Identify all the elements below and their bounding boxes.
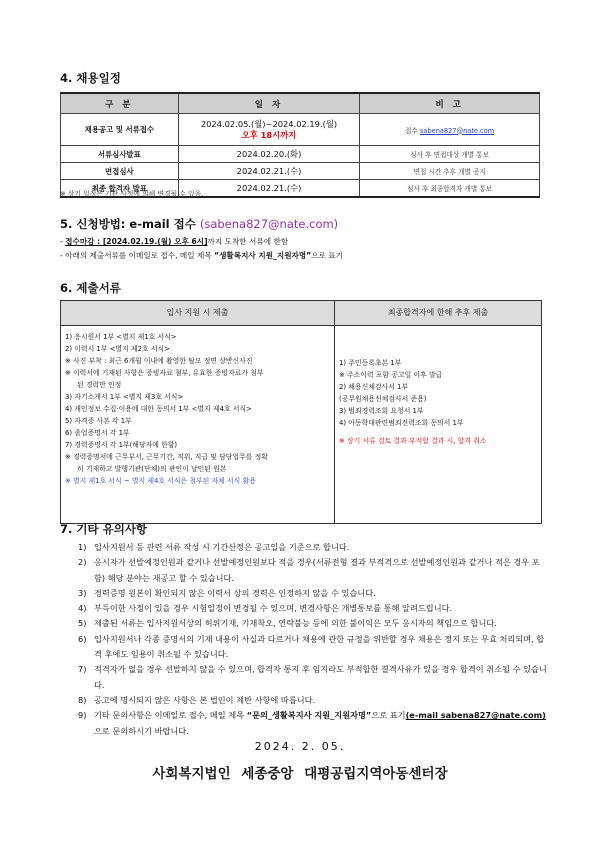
list-item: 7) 경력증명서 각 1부(해당자에 한함) [65, 441, 178, 449]
list-item: ※ 이력서에 기재된 사항은 증빙자료 첨부, 유효한 증빙자료가 첨부 [65, 369, 264, 377]
list-item: ※ 주소이력 포함 공고일 이후 발급 [339, 371, 443, 379]
item9-subject: “문의_생활복지사 지원_지원자명” [246, 710, 372, 721]
list-item-number: 7) [78, 664, 87, 675]
list-item: 3) 자기소개서 1부 <별지 제3호 서식> [65, 393, 184, 401]
schedule-header-note: 비 고 [360, 93, 540, 114]
list-item-text: 제출된 서류는 입사지원서상의 허위기재, 기재착오, 연락불능 등에 의한 불이익은 모두 응시자의 책임으로 합니다. [94, 618, 497, 629]
schedule-row [61, 114, 540, 146]
list-item: 1) 주민등록초본 1부 [339, 359, 402, 367]
schedule-row-note: 면접 시간 추후 개별 공지 [360, 163, 540, 180]
list-item [78, 708, 548, 739]
application-line1-suffix: 까지 도착한 서류에 한함 [207, 237, 289, 246]
application-subject-line [60, 250, 343, 261]
list-item: 3) 범죄경력조회 요청서 1부 [339, 407, 424, 415]
schedule-email-link[interactable]: sabena827@nate.com [419, 126, 495, 135]
schedule-row [61, 146, 540, 163]
list-item-number: 4) [78, 603, 87, 614]
schedule-row-date: 2024.02.20.(화) [178, 146, 360, 163]
list-item: 1) 응시원서 1부 <별지 제1호 서식> [65, 333, 177, 341]
item9-email-link[interactable]: (e-mail sabena827@nate.com) [405, 710, 546, 721]
list-item [78, 662, 548, 693]
list-item-text: 경력증명 원본이 확인되지 않은 이력서 상의 경력은 인정하지 않을 수 있습니다. [94, 587, 376, 598]
list-item-text: 부득이한 사정이 있을 경우 시험일정이 변경될 수 있으며, 변경사항은 개별통보를 통해 알려드립니다. [94, 603, 453, 614]
list-item: 2) 이력서 1부 <별지 제2호 서식> [65, 345, 170, 353]
documents-title: 6. 제출서류 [60, 281, 121, 295]
list-item: 6) 졸업증명서 각 1부 [65, 429, 130, 437]
list-item-number: 8) [78, 694, 87, 705]
application-email[interactable]: (sabena827@nate.com) [199, 217, 339, 231]
list-item: 된 경력만 인정 [77, 381, 122, 389]
application-subject: “생활복지사 지원_지원자명” [214, 251, 312, 260]
list-item-text: 적격자가 없을 경우 선발하지 않을 수 있으며, 합격자 통지 후 임지라도 부적합한 결격사유가 있을 경우 합격이 취소될 수 있습니다. [94, 664, 547, 690]
list-item [78, 540, 548, 555]
list-item: 4) 개인정보 수집·이용에 대한 동의서 1부 <별지 제4호 서식> [65, 405, 252, 413]
list-item [78, 555, 548, 586]
documents-left-list [65, 331, 331, 487]
application-deadline: 접수마감 : [2024.02.19.(월) 오후 6시] [65, 237, 208, 246]
application-deadline-line [60, 236, 288, 247]
schedule-row-label: 최종 합격자 발표 [61, 180, 179, 198]
documents-divider [334, 301, 335, 523]
organization-signature: 사회복지법인 세종중앙 대평공립지역아동센터장 [152, 766, 448, 782]
list-item-number: 1) [78, 542, 87, 552]
list-item: ※ 경력증명서에 근무부서, 근무기간, 직위, 직급 및 담당업무를 정확 [65, 453, 268, 461]
list-item: (공무원채용신체검사서 준용) [339, 395, 427, 403]
list-item: ※ 사진 부착 : 최근 6개월 이내에 촬영한 탈모 정면 상반신사진 [65, 357, 253, 365]
schedule-title: 4. 채용일정 [60, 71, 121, 85]
application-line2-prefix: - 아래의 제출서류를 이메일로 접수, 메일 제목 [60, 251, 215, 260]
documents-right-header: 최종합격자에 한해 추후 제출 [335, 301, 541, 326]
list-item [78, 616, 548, 631]
schedule-header-date: 일 자 [178, 93, 360, 114]
list-item [78, 693, 548, 708]
schedule-row-date-range: 2024.02.05.(월)~2024.02.19.(월) [200, 118, 338, 129]
list-item: 2) 채용신체검사서 1부 [339, 383, 409, 391]
application-line1-prefix: - [60, 237, 66, 246]
documents-box [60, 300, 542, 524]
schedule-row-label: 서류심사발표 [61, 146, 179, 163]
schedule-footnote: ※ 상기 일정은 기관 사정에 의해 변경될 수 있음. [60, 190, 204, 198]
schedule-row-note: 심사 후 면접대상 개별 통보 [360, 146, 540, 163]
list-item [78, 586, 548, 601]
list-item-text: 입사지원서나 각종 증명서의 기재 내용이 사실과 다르거나 채용에 관한 규정을 위반할 경우 채용은 정지 또는 무효 처리되며, 합격 후에도 임용이 취소될 수 있습니다. [94, 633, 545, 660]
notes-list [78, 540, 548, 739]
list-item: 4) 아동학대관련범죄전력조회 동의서 1부 [339, 419, 464, 427]
documents-right-note: ※ 상기 서류 검토 결과 부적합 결과 시, 합격 취소 [339, 437, 487, 445]
schedule-row [61, 163, 540, 180]
schedule-row-label: 채용공고 및 서류접수 [61, 114, 179, 146]
schedule-row-date: 2024.02.21.(수) [178, 163, 360, 180]
schedule-header-row [61, 93, 540, 114]
schedule-table [60, 92, 540, 198]
item9-prefix: 기타 문의사항은 이메일로 접수, 메일 제목 [94, 710, 247, 721]
schedule-row-deadline-time: 오후 18시까지 [241, 129, 297, 140]
notes-title: 7. 기타 유의사항 [60, 522, 148, 536]
list-item-number: 2) [78, 557, 87, 568]
application-line2-suffix: 으로 표기 [311, 251, 343, 260]
schedule-row-note [360, 114, 540, 146]
documents-right-list [339, 357, 537, 447]
documents-left-header: 입사 지원 시 제출 [61, 301, 334, 326]
list-item-number: 9) [78, 710, 87, 721]
item9-suffix: 으로 문의하시기 바랍니다. [94, 725, 189, 736]
item9-mid: 으로 표기 [371, 710, 406, 721]
list-item [78, 632, 548, 663]
list-item-text: 공고에 명시되지 않은 사항은 본 법인이 제반 사항에 따릅니다. [94, 694, 316, 705]
list-item [78, 601, 548, 616]
list-item-number: 6) [78, 633, 87, 644]
schedule-row-note: 심사 후 최종합격자 개별 통보 [360, 180, 540, 198]
list-item: 히 기재하고 발행기관(단체)의 관인이 날인된 원본 [77, 465, 227, 473]
list-item-text: 입사지원서 등 관련 서류 작성 시 기간산정은 공고일을 기준으로 합니다. [94, 542, 350, 552]
list-item-text: 응시자가 선발예정인원과 같거나 선발예정인원보다 적을 경우(서류전형 결과 부적격으로 선발예정인원과 같거나 적은 경우 포함) 해당 분야는 재공고 할 수 있습니다. [94, 557, 540, 583]
application-title-text: 5. 신청방법: e-mail 접수 [60, 217, 196, 231]
document-date: 2024. 2. 05. [254, 740, 346, 753]
schedule-row-date: 2024.02.21.(수) [178, 180, 360, 198]
application-title [60, 216, 338, 232]
list-item: ※ 별지 제1호 서식 ~ 별지 제4호 서식은 첨부된 자체 서식 활용 [65, 477, 256, 485]
list-item-number: 3) [78, 587, 87, 598]
list-item: 5) 자격증 사본 각 1부 [65, 417, 132, 425]
schedule-row-date [178, 114, 360, 146]
list-item-number: 5) [78, 618, 87, 629]
schedule-note-prefix: 접수 [405, 126, 420, 135]
schedule-row-label: 면접심사 [61, 163, 179, 180]
schedule-header-category: 구 분 [61, 93, 179, 114]
